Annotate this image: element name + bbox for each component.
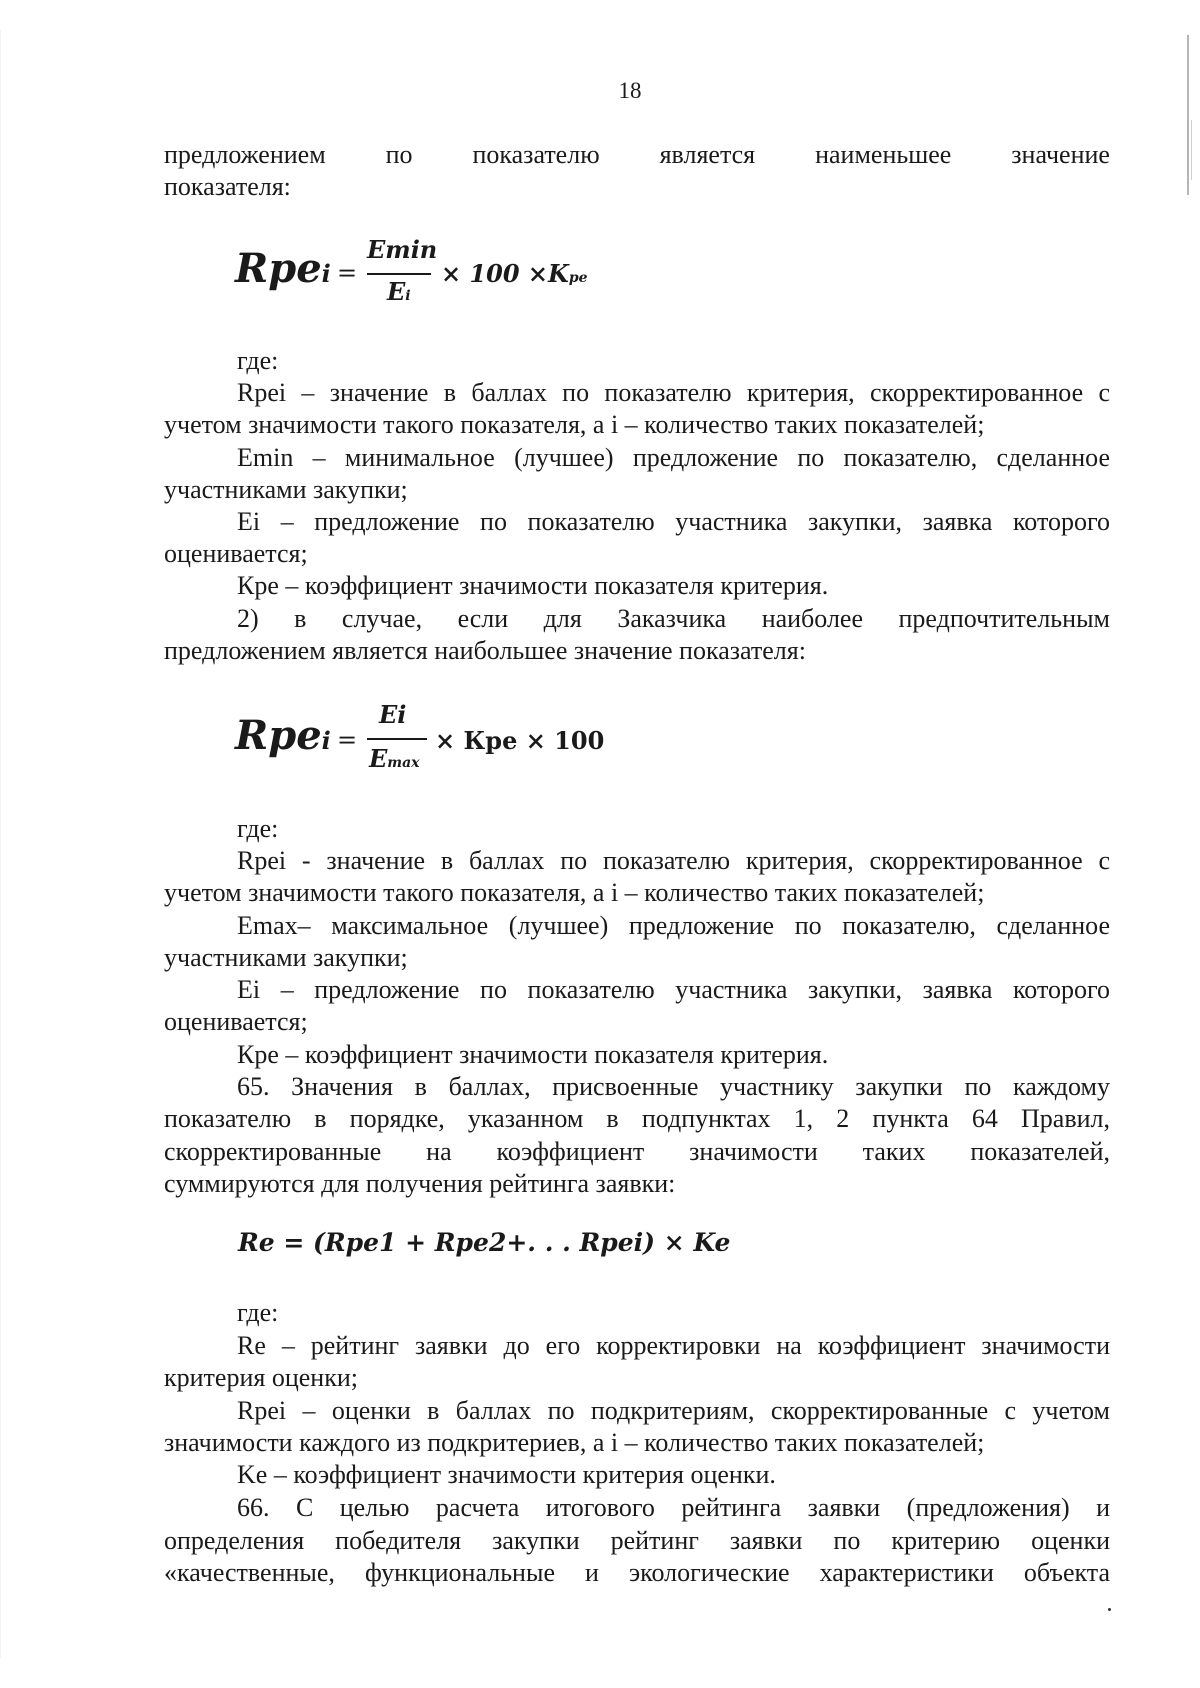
text-line: учетом значимости такого показателя, а i – количество таких показателей; — [164, 410, 985, 439]
formula-1 — [235, 235, 595, 315]
text-line: определения победителя закупки рейтинг заявки по критерию оценки — [164, 1526, 1110, 1555]
word: значение — [1011, 140, 1110, 169]
text-line: показателю в порядке, указанном в подпунктах 1, 2 пункта 64 Правил, — [164, 1104, 1110, 1133]
text-line: Re – рейтинг заявки до его корректировки на коэффициент значимости — [237, 1331, 1110, 1360]
text-line: Emin – минимальное (лучшее) предложение по показателю, сделанное — [237, 443, 1110, 472]
text-line: участниками закупки; — [164, 943, 408, 972]
text-line: критерия оценки; — [164, 1363, 358, 1392]
formula-den-sub: i — [405, 288, 411, 304]
word: является — [659, 140, 756, 169]
text-line: оценивается; — [164, 539, 308, 568]
formula-lhs-text: Rpe — [235, 712, 322, 759]
text-line: Rpei - значение в баллах по показателю критерия, скорректированное с — [237, 846, 1110, 875]
text-line: Кре – коэффициент значимости показателя критерия. — [237, 1040, 829, 1069]
formula-lhs-text: Rpe — [235, 245, 322, 292]
text-line: Rpei – оценки в баллах по подкритериям, скорректированные с учетом — [237, 1396, 1110, 1425]
scan-speck — [1108, 1608, 1111, 1611]
text-line: Rpei – значение в баллах по показателю критерия, скорректированное с — [237, 378, 1110, 407]
formula-lhs-sub: i — [321, 259, 331, 288]
word: наименьшее — [815, 140, 952, 169]
scan-edge-mark — [1191, 120, 1192, 180]
text-line: оценивается; — [164, 1007, 308, 1036]
formula-den-text: E — [387, 277, 406, 306]
text-line: предложением является наибольшее значение показателя: — [164, 636, 806, 665]
text-line: 65. Значения в баллах, присвоенные участнику закупки по каждому — [237, 1072, 1110, 1101]
text-line: Ei – предложение по показателю участника закупки, заявка которого — [237, 975, 1110, 1004]
page-edge — [0, 30, 1, 1658]
text-line: учетом значимости такого показателя, а i – количество таких показателей; — [164, 878, 985, 907]
formula-rest — [441, 259, 588, 288]
page-number: 18 — [618, 78, 642, 103]
formula-equals: = — [337, 726, 358, 754]
formula-2 — [235, 700, 615, 780]
word: по — [385, 140, 413, 169]
scan-edge-mark — [1187, 35, 1189, 195]
text-line: показателя: — [164, 172, 291, 201]
text-line — [164, 142, 1110, 168]
fraction-bar — [367, 273, 431, 275]
formula-numerator: Ei — [379, 700, 407, 729]
formula-lhs-sub: i — [321, 726, 331, 755]
formula-den-text: E — [369, 744, 388, 773]
formula-lhs — [235, 245, 331, 292]
text-line: Кре – коэффициент значимости показателя критерия. — [237, 571, 829, 600]
text-line: Ei – предложение по показателю участника закупки, заявка которого — [237, 507, 1110, 536]
text-line: значимости каждого из подкритериев, а i – количество таких показателей; — [164, 1428, 985, 1457]
text-line: суммируются для получения рейтинга заявки: — [164, 1169, 676, 1198]
word: предложением — [164, 140, 326, 169]
formula-rest-sub: pe — [568, 270, 588, 286]
text-line: Emax– максимальное (лучшее) предложение по показателю, сделанное — [237, 911, 1110, 940]
text-line: где: — [237, 1298, 279, 1327]
formula-den-sub: max — [387, 755, 420, 771]
text-line: где: — [237, 346, 279, 375]
text-line: 66. С целью расчета итогового рейтинга заявки (предложения) и — [237, 1493, 1110, 1522]
formula-denominator — [387, 277, 411, 306]
formula-denominator — [369, 744, 420, 773]
text-line: Ke – коэффициент значимости критерия оценки. — [237, 1460, 776, 1489]
text-line: «качественные, функциональные и экологические характеристики объекта — [164, 1558, 1110, 1587]
word: показателю — [472, 140, 600, 169]
text-line: участниками закупки; — [164, 475, 408, 504]
text-line: где: — [237, 814, 279, 843]
formula-lhs — [235, 712, 331, 759]
formula-numerator: Emin — [367, 235, 438, 264]
formula-rest: × Кре × 100 — [435, 726, 605, 755]
formula-rest-text: × 100 ×K — [441, 259, 569, 288]
text-line: 2) в случае, если для Заказчика наиболее предпочтительным — [237, 604, 1110, 633]
fraction-bar — [367, 738, 427, 740]
text-line: скорректированные на коэффициент значимости таких показателей, — [164, 1137, 1110, 1166]
formula-3: Re = (Rpe1 + Rpe2+. . . Rpei) × Ke — [238, 1228, 731, 1257]
formula-equals: = — [337, 259, 358, 287]
